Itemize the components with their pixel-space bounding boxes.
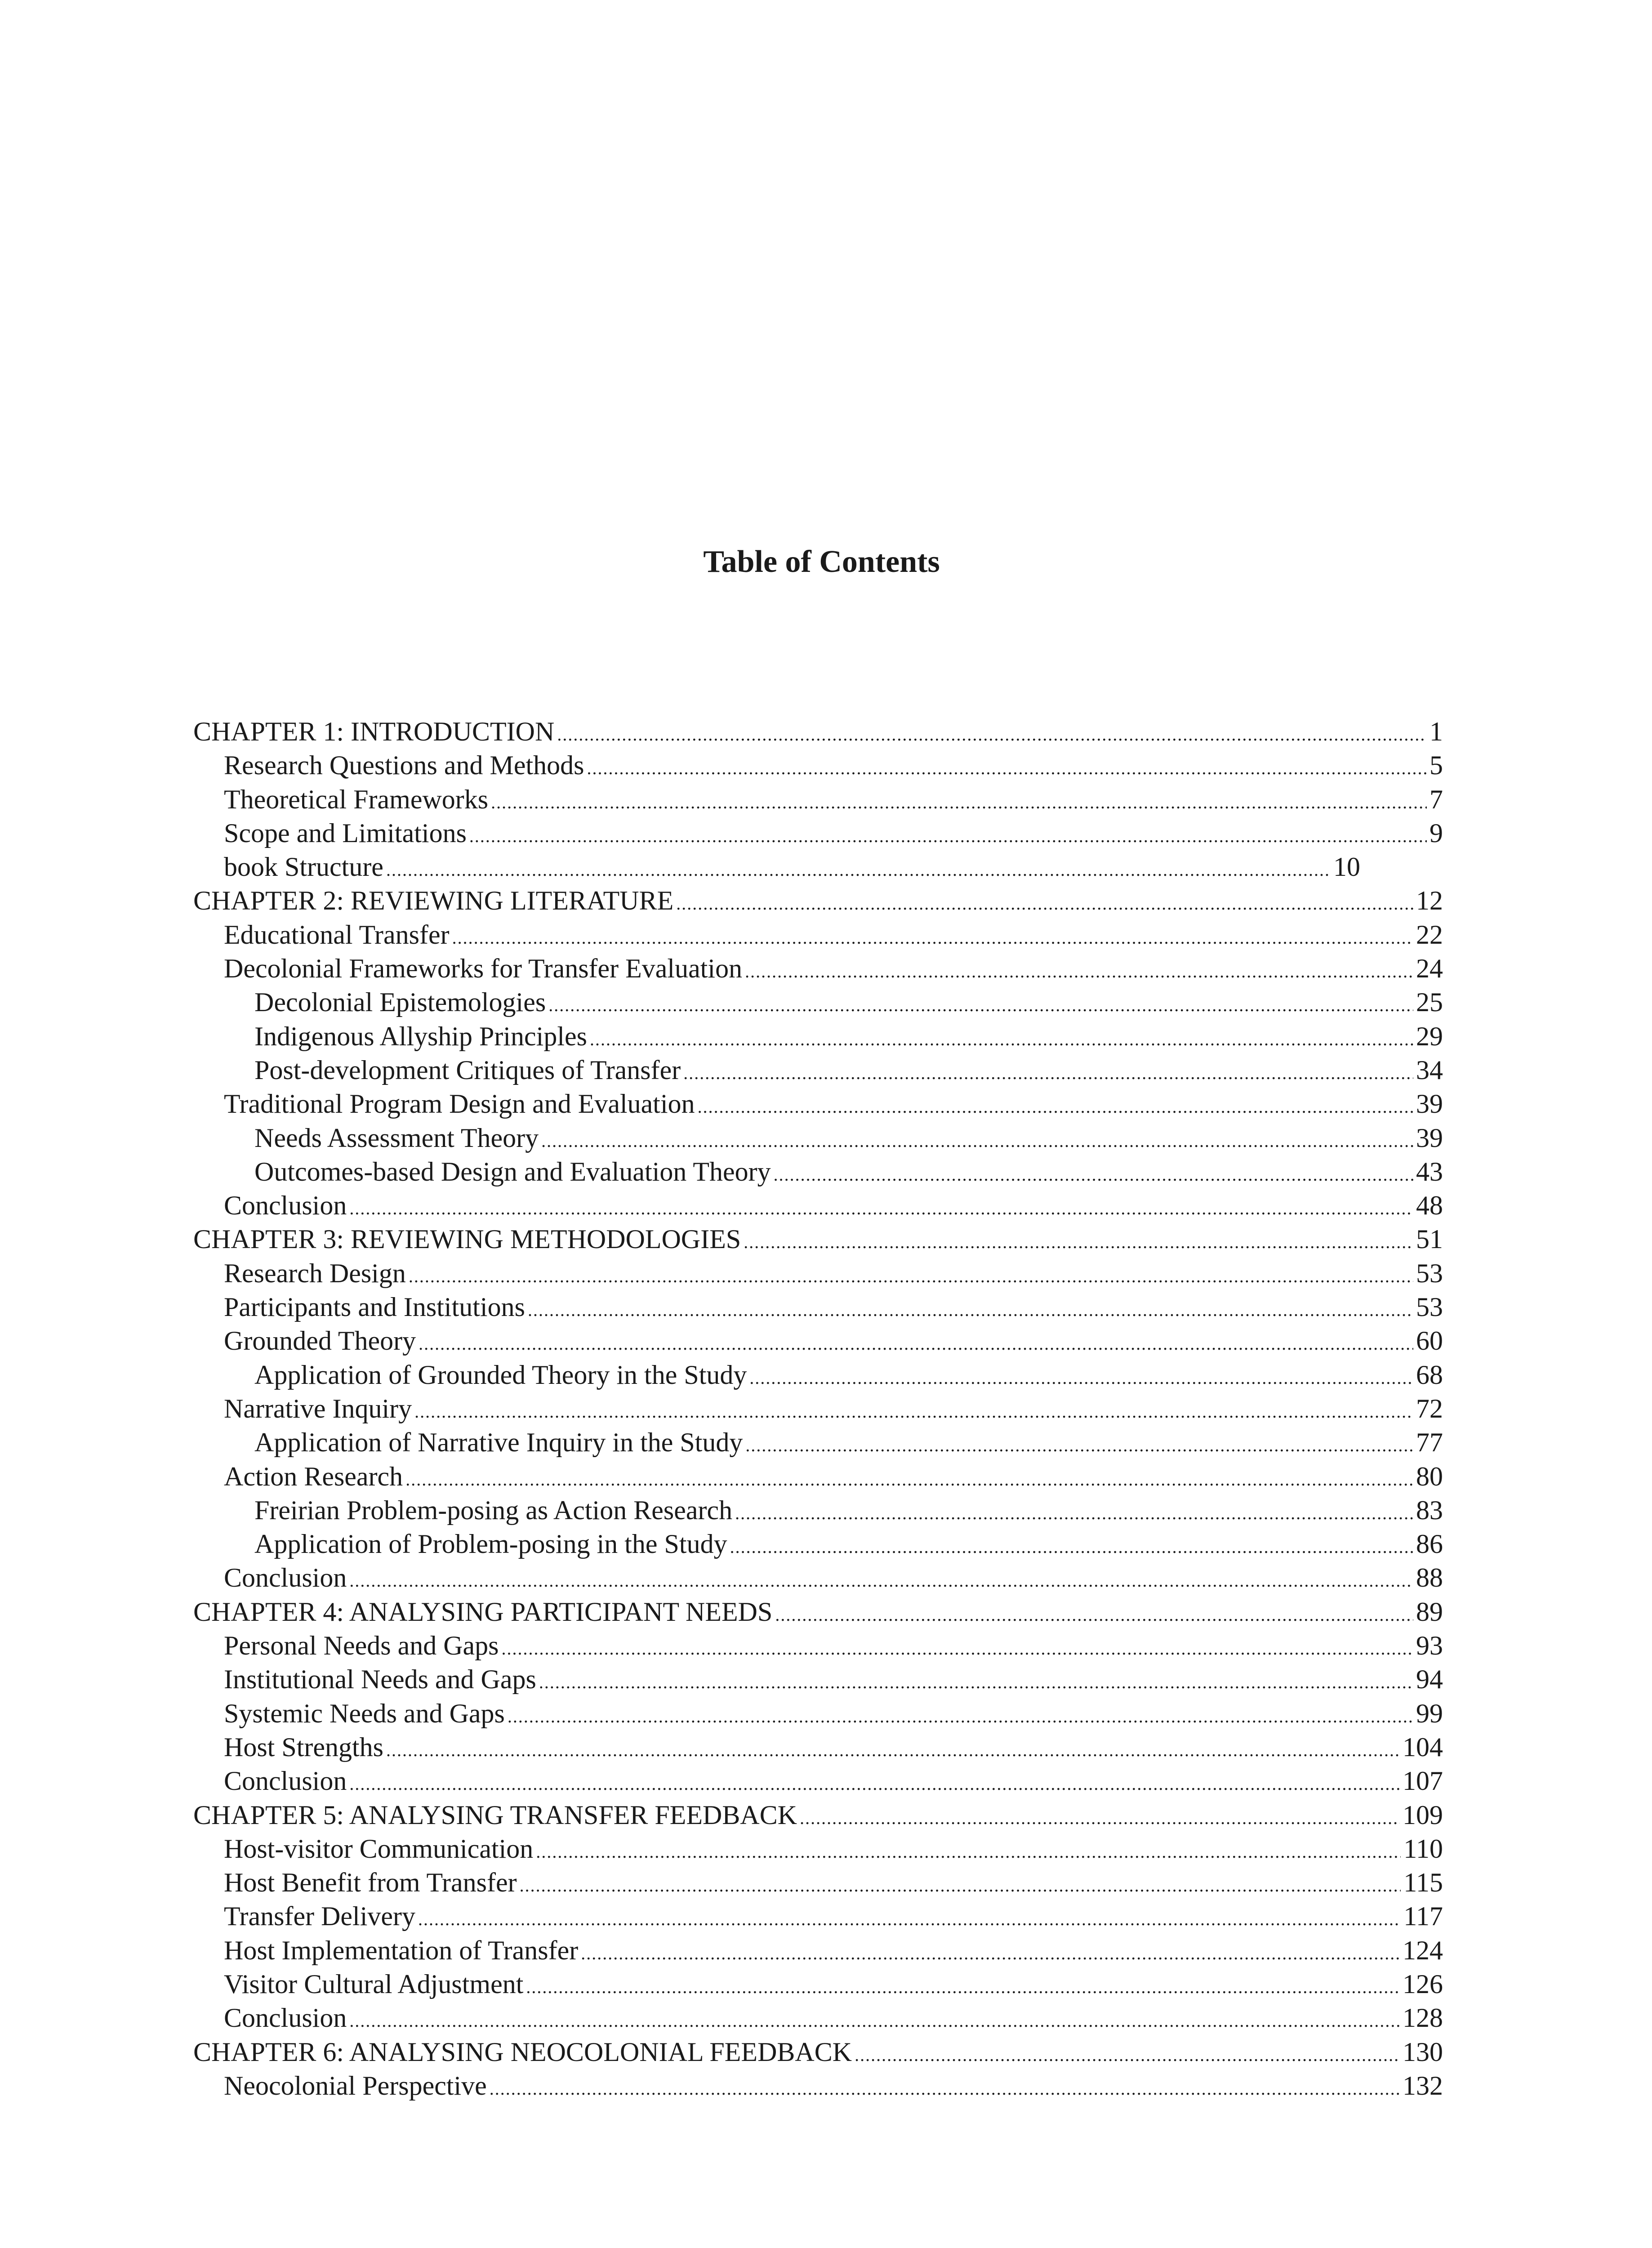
- toc-dot-leader: [508, 1699, 1413, 1733]
- toc-section-entry: [193, 1934, 1443, 1967]
- toc-entry-page-number: 5: [1429, 750, 1443, 781]
- toc-entry-label: Conclusion: [224, 1766, 347, 1796]
- page-title: Table of Contents: [703, 544, 940, 579]
- toc-entry-label: Outcomes-based Design and Evaluation Theory: [254, 1156, 771, 1186]
- toc-entry-page-number: 39: [1416, 1089, 1443, 1119]
- toc-entry-page-number: 89: [1416, 1597, 1443, 1627]
- toc-entry-page-number: 29: [1416, 1021, 1443, 1051]
- toc-dot-leader: [386, 1733, 1400, 1767]
- toc-section-entry: [193, 1020, 1443, 1053]
- toc-dot-leader: [491, 785, 1427, 819]
- toc-chapter-entry: [193, 884, 1443, 918]
- toc-entry-label: Educational Transfer: [224, 919, 450, 950]
- toc-section-entry: [193, 1121, 1443, 1155]
- toc-dot-leader: [749, 1361, 1413, 1395]
- toc-dot-leader: [745, 955, 1413, 988]
- toc-entry-label: Post-development Critiques of Transfer: [254, 1055, 681, 1085]
- toc-dot-leader: [490, 2072, 1400, 2105]
- toc-chapter-entry: [193, 2035, 1443, 2069]
- toc-entry-label: Decolonial Epistemologies: [254, 987, 546, 1017]
- toc-entry-label: Decolonial Frameworks for Transfer Evaluation: [224, 954, 743, 984]
- toc-section-entry: [193, 1663, 1443, 1696]
- toc-entry-page-number: 39: [1416, 1123, 1443, 1153]
- toc-entry-page-number: 94: [1416, 1664, 1443, 1695]
- toc-section-entry: [193, 1324, 1443, 1358]
- toc-entry-label: Research Questions and Methods: [224, 750, 584, 781]
- toc-dot-leader: [405, 1463, 1413, 1496]
- toc-dot-leader: [581, 1936, 1400, 1970]
- toc-entry-page-number: 60: [1416, 1326, 1443, 1356]
- toc-dot-leader: [730, 1530, 1413, 1564]
- toc-dot-leader: [557, 718, 1427, 751]
- toc-dot-leader: [590, 1022, 1413, 1056]
- toc-dot-leader: [469, 819, 1427, 853]
- toc-entry-label: Traditional Program Design and Evaluation: [224, 1089, 695, 1119]
- toc-list: [193, 715, 1443, 2103]
- toc-section-entry: [193, 1731, 1443, 1764]
- toc-entry-label: Participants and Institutions: [224, 1292, 525, 1322]
- toc-entry-page-number: 83: [1416, 1495, 1443, 1525]
- toc-dot-leader: [526, 1970, 1400, 2004]
- toc-entry-page-number: 51: [1416, 1224, 1443, 1254]
- toc-dot-leader: [744, 1225, 1413, 1259]
- toc-section-entry: [193, 2069, 1443, 2103]
- toc-section-entry: [193, 1629, 1443, 1663]
- toc-dot-leader: [698, 1090, 1413, 1124]
- toc-entry-page-number: 77: [1416, 1427, 1443, 1458]
- toc-entry-label: Host-visitor Communication: [224, 1833, 534, 1864]
- toc-dot-leader: [528, 1293, 1413, 1327]
- toc-section-entry: [193, 1460, 1443, 1494]
- toc-dot-leader: [349, 1767, 1400, 1801]
- toc-section-entry: [193, 850, 1360, 884]
- toc-entry-label: Research Design: [224, 1258, 406, 1288]
- toc-entry-label: book Structure: [224, 852, 383, 882]
- toc-dot-leader: [349, 1191, 1413, 1225]
- toc-entry-page-number: 53: [1416, 1258, 1443, 1288]
- toc-section-entry: [193, 1764, 1443, 1798]
- toc-dot-leader: [735, 1496, 1413, 1530]
- toc-dot-leader: [349, 1564, 1413, 1597]
- toc-dot-leader: [676, 887, 1413, 920]
- toc-entry-label: Host Benefit from Transfer: [224, 1868, 517, 1898]
- toc-section-entry: [193, 1087, 1443, 1121]
- toc-entry-page-number: 130: [1403, 2037, 1443, 2067]
- toc-entry-label: CHAPTER 5: ANALYSING TRANSFER FEEDBACK: [193, 1800, 797, 1830]
- toc-entry-label: CHAPTER 6: ANALYSING NEOCOLONIAL FEEDBACK: [193, 2037, 852, 2067]
- toc-chapter-entry: [193, 1595, 1443, 1629]
- toc-entry-page-number: 48: [1416, 1191, 1443, 1221]
- toc-dot-leader: [587, 751, 1427, 785]
- toc-dot-leader: [775, 1598, 1413, 1632]
- toc-entry-page-number: 88: [1416, 1563, 1443, 1593]
- toc-dot-leader: [800, 1801, 1400, 1835]
- toc-entry-label: CHAPTER 1: INTRODUCTION: [193, 717, 555, 746]
- toc-dot-leader: [386, 853, 1331, 887]
- toc-entry-label: Narrative Inquiry: [224, 1393, 412, 1423]
- toc-entry-page-number: 68: [1416, 1360, 1443, 1390]
- toc-section-entry: [193, 986, 1443, 1019]
- toc-entry-page-number: 10: [1333, 852, 1360, 882]
- toc-dot-leader: [419, 1327, 1413, 1360]
- toc-section-entry: [193, 1392, 1443, 1426]
- toc-entry-page-number: 104: [1403, 1732, 1443, 1762]
- toc-section-entry: [193, 1697, 1443, 1731]
- toc-dot-leader: [774, 1158, 1413, 1191]
- toc-section-entry: [193, 816, 1443, 850]
- toc-section-entry: [193, 1257, 1443, 1290]
- toc-entry-label: Application of Grounded Theory in the Study: [254, 1360, 747, 1390]
- toc-entry-page-number: 128: [1403, 2003, 1443, 2033]
- toc-entry-page-number: 117: [1403, 1901, 1443, 1931]
- toc-entry-page-number: 25: [1416, 987, 1443, 1017]
- toc-entry-page-number: 7: [1429, 784, 1443, 814]
- toc-section-entry: [193, 1866, 1443, 1900]
- toc-chapter-entry: [193, 715, 1443, 749]
- toc-entry-page-number: 80: [1416, 1461, 1443, 1491]
- toc-entry-page-number: 107: [1403, 1766, 1443, 1796]
- toc-dot-leader: [541, 1124, 1413, 1158]
- toc-entry-page-number: 12: [1416, 886, 1443, 916]
- toc-chapter-entry: [193, 1798, 1443, 1832]
- toc-section-entry: [193, 1053, 1443, 1087]
- toc-entry-page-number: 109: [1403, 1800, 1443, 1830]
- toc-section-entry: [193, 1189, 1443, 1222]
- toc-entry-label: Action Research: [224, 1461, 403, 1491]
- toc-entry-label: Application of Narrative Inquiry in the Study: [254, 1427, 743, 1458]
- toc-chapter-entry: [193, 1222, 1443, 1256]
- toc-entry-label: Conclusion: [224, 2003, 347, 2033]
- toc-entry-page-number: 93: [1416, 1631, 1443, 1661]
- toc-entry-label: Host Implementation of Transfer: [224, 1935, 579, 1965]
- toc-dot-leader: [536, 1835, 1401, 1869]
- toc-section-entry: [193, 1967, 1443, 2001]
- toc-section-entry: [193, 1358, 1443, 1392]
- toc-entry-label: CHAPTER 3: REVIEWING METHODOLOGIES: [193, 1224, 741, 1254]
- toc-entry-label: Conclusion: [224, 1563, 347, 1593]
- toc-dot-leader: [409, 1259, 1413, 1293]
- toc-entry-page-number: 24: [1416, 954, 1443, 984]
- toc-entry-label: Institutional Needs and Gaps: [224, 1664, 536, 1695]
- toc-entry-page-number: 110: [1403, 1833, 1443, 1864]
- toc-dot-leader: [502, 1632, 1413, 1665]
- toc-entry-label: CHAPTER 4: ANALYSING PARTICIPANT NEEDS: [193, 1597, 773, 1627]
- toc-entry-label: Personal Needs and Gaps: [224, 1631, 499, 1661]
- toc-entry-label: Visitor Cultural Adjustment: [224, 1969, 524, 1999]
- toc-entry-label: Systemic Needs and Gaps: [224, 1698, 505, 1728]
- toc-dot-leader: [855, 2038, 1400, 2072]
- toc-entry-page-number: 132: [1403, 2070, 1443, 2101]
- toc-entry-label: Theoretical Frameworks: [224, 784, 489, 814]
- toc-section-entry: [193, 1494, 1443, 1527]
- toc-entry-page-number: 86: [1416, 1529, 1443, 1559]
- toc-entry-page-number: 99: [1416, 1698, 1443, 1728]
- toc-entry-label: CHAPTER 2: REVIEWING LITERATURE: [193, 886, 674, 916]
- toc-entry-label: Scope and Limitations: [224, 818, 467, 848]
- toc-entry-page-number: 1: [1429, 717, 1443, 746]
- toc-entry-label: Conclusion: [224, 1191, 347, 1221]
- toc-section-entry: [193, 1290, 1443, 1324]
- toc-entry-page-number: 43: [1416, 1156, 1443, 1186]
- toc-section-entry: [193, 1832, 1443, 1866]
- toc-dot-leader: [349, 2004, 1400, 2038]
- toc-section-entry: [193, 749, 1443, 782]
- toc-entry-page-number: 72: [1416, 1393, 1443, 1423]
- toc-dot-leader: [683, 1056, 1413, 1090]
- toc-section-entry: [193, 952, 1443, 986]
- toc-section-entry: [193, 2001, 1443, 2035]
- toc-entry-label: Grounded Theory: [224, 1326, 416, 1356]
- toc-dot-leader: [745, 1428, 1413, 1462]
- toc-dot-leader: [548, 988, 1413, 1022]
- toc-entry-page-number: 9: [1429, 818, 1443, 848]
- toc-section-entry: [193, 918, 1443, 952]
- toc-dot-leader: [520, 1869, 1401, 1902]
- toc-entry-label: Neocolonial Perspective: [224, 2070, 487, 2101]
- toc-entry-label: Indigenous Allyship Principles: [254, 1021, 587, 1051]
- toc-section-entry: [193, 1155, 1443, 1189]
- toc-dot-leader: [418, 1902, 1401, 1936]
- toc-entry-label: Host Strengths: [224, 1732, 384, 1762]
- toc-entry-label: Freirian Problem-posing as Action Research: [254, 1495, 733, 1525]
- toc-section-entry: [193, 783, 1443, 816]
- toc-section-entry: [193, 1900, 1443, 1933]
- toc-entry-page-number: 115: [1403, 1868, 1443, 1898]
- toc-entry-label: Needs Assessment Theory: [254, 1123, 539, 1153]
- toc-dot-leader: [452, 921, 1413, 955]
- toc-entry-label: Application of Problem-posing in the Study: [254, 1529, 727, 1559]
- toc-entry-page-number: 124: [1403, 1935, 1443, 1965]
- toc-dot-leader: [414, 1395, 1413, 1428]
- toc-entry-page-number: 22: [1416, 919, 1443, 950]
- toc-entry-page-number: 53: [1416, 1292, 1443, 1322]
- toc-section-entry: [193, 1561, 1443, 1595]
- toc-section-entry: [193, 1527, 1443, 1561]
- toc-section-entry: [193, 1426, 1443, 1459]
- toc-dot-leader: [539, 1665, 1413, 1699]
- toc-entry-label: Transfer Delivery: [224, 1901, 416, 1931]
- toc-entry-page-number: 34: [1416, 1055, 1443, 1085]
- toc-entry-page-number: 126: [1403, 1969, 1443, 1999]
